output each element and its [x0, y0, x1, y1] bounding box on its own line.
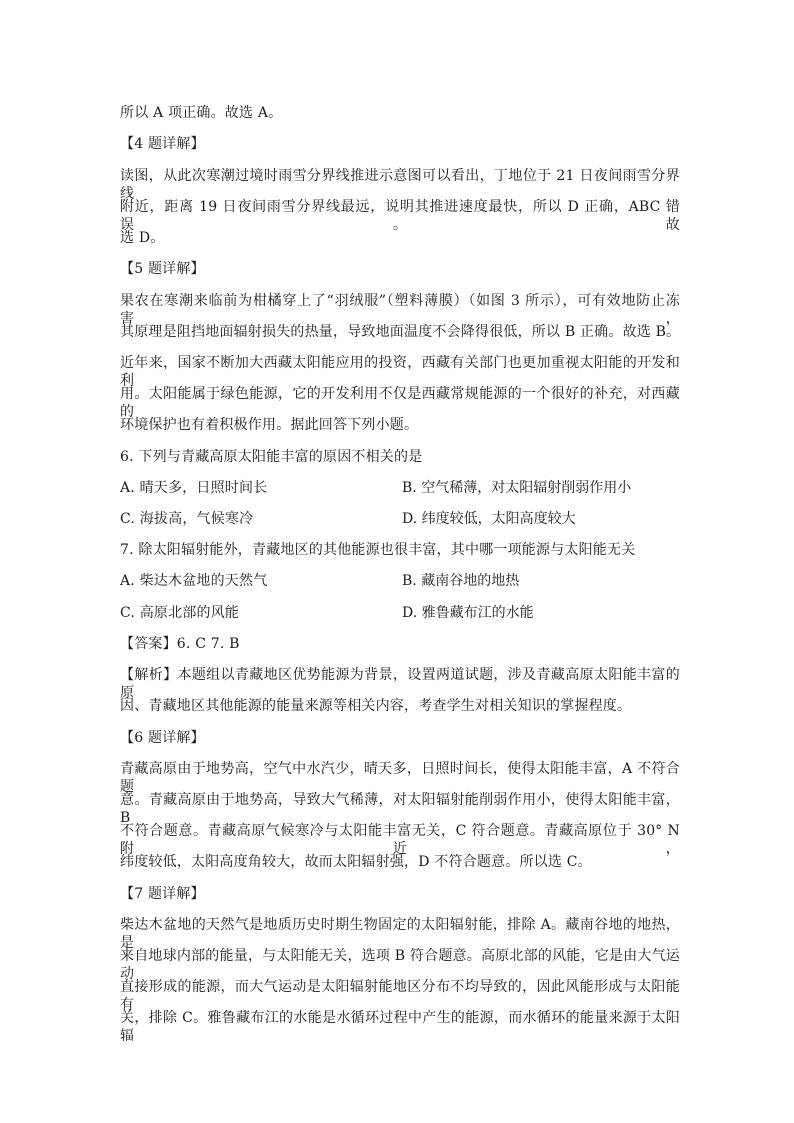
analysis-line: 【解析】本题组以青藏地区优势能源为背景，设置两道试题，涉及青藏高原太阳能丰富的原 [120, 667, 680, 701]
text-line: 所以 A 项正确。故选 A。 [120, 105, 283, 121]
q7-option-b: B. 藏南谷地的地热 [402, 573, 520, 589]
text-line: 青藏高原由于地势高，空气中水汽少，晴天多，日照时间长，使得太阳能丰富，A 不符合题 [120, 761, 680, 795]
text-line: 关，排除 C。雅鲁藏布江的水能是水循环过程中产生的能源，而水循环的能量来源于太阳辐 [120, 1010, 680, 1044]
section-heading-q5: 【5 题详解】 [120, 261, 205, 277]
q7-option-a: A. 柴达木盆地的天然气 [120, 573, 268, 589]
answer-line: 【答案】6. C 7. B [120, 636, 240, 652]
text-line: 近年来，国家不断加大西藏太阳能应用的投资，西藏有关部门也更加重视太阳能的开发和利 [120, 355, 680, 389]
text-line: 其原理是阻挡地面辐射损失的热量，导致地面温度不会降得很低，所以 B 正确。故选 B。 [120, 324, 681, 340]
text-line: 选 D。 [120, 230, 165, 246]
q6-option-a: A. 晴天多，日照时间长 [120, 480, 268, 496]
section-heading-q6: 【6 题详解】 [120, 730, 205, 746]
question-7: 7. 除太阳辐射能外，青藏地区的其他能源也很丰富，其中哪一项能源与太阳能无关 [120, 542, 636, 558]
text-line: 纬度较低，太阳高度角较大，故而太阳辐射强，D 不符合题意。所以选 C。 [120, 854, 592, 870]
text-line: 附近，距离 19 日夜间雨雪分界线最远，说明其推进速度最快，所以 D 正确，ABC 错误。故 [120, 199, 680, 233]
section-heading-q7: 【7 题详解】 [120, 886, 205, 902]
text-line: 柴达木盆地的天然气是地质历史时期生物固定的太阳辐射能，排除 A。藏南谷地的地热，是 [120, 917, 680, 951]
section-heading-q4: 【4 题详解】 [120, 136, 205, 152]
text-line: 意。青藏高原由于地势高，导致大气稀薄，对太阳辐射能削弱作用小，使得太阳能丰富，B [120, 792, 680, 826]
q6-option-b: B. 空气稀薄，对太阳辐射削弱作用小 [402, 480, 632, 496]
question-6: 6. 下列与青藏高原太阳能丰富的原因不相关的是 [120, 449, 423, 465]
q7-option-c: C. 高原北部的风能 [120, 605, 240, 621]
q6-option-c: C. 海拔高，气候寒冷 [120, 511, 254, 527]
text-line: 直接形成的能源，而大气运动是太阳辐射能地区分布不均导致的，因此风能形成与太阳能有 [120, 979, 680, 1013]
text-line: 读图，从此次寒潮过境时雨雪分界线推进示意图可以看出，丁地位于 21 日夜间雨雪分界线 [120, 168, 680, 202]
text-line: 环境保护也有着积极作用。据此回答下列小题。 [120, 417, 419, 433]
q7-option-d: D. 雅鲁藏布江的水能 [402, 605, 534, 621]
text-line: 果农在寒潮来临前为柑橘穿上了“羽绒服”（塑料薄膜）（如图 3 所示），可有效地防止冻害， [120, 293, 680, 327]
text-line: 用。太阳能属于绿色能源，它的开发利用不仅是西藏常规能源的一个很好的补充，对西藏的 [120, 386, 680, 420]
text-line: 不符合题意。青藏高原气候寒冷与太阳能丰富无关，C 符合题意。青藏高原位于 30° N 附近， [120, 823, 680, 857]
text-line: 因、青藏地区其他能源的能量来源等相关内容，考查学生对相关知识的掌握程度。 [120, 698, 632, 714]
text-line: 来自地球内部的能量，与太阳能无关，选项 B 符合题意。高原北部的风能，它是由大气运动 [120, 948, 680, 982]
q6-option-d: D. 纬度较低，太阳高度较大 [402, 511, 576, 527]
